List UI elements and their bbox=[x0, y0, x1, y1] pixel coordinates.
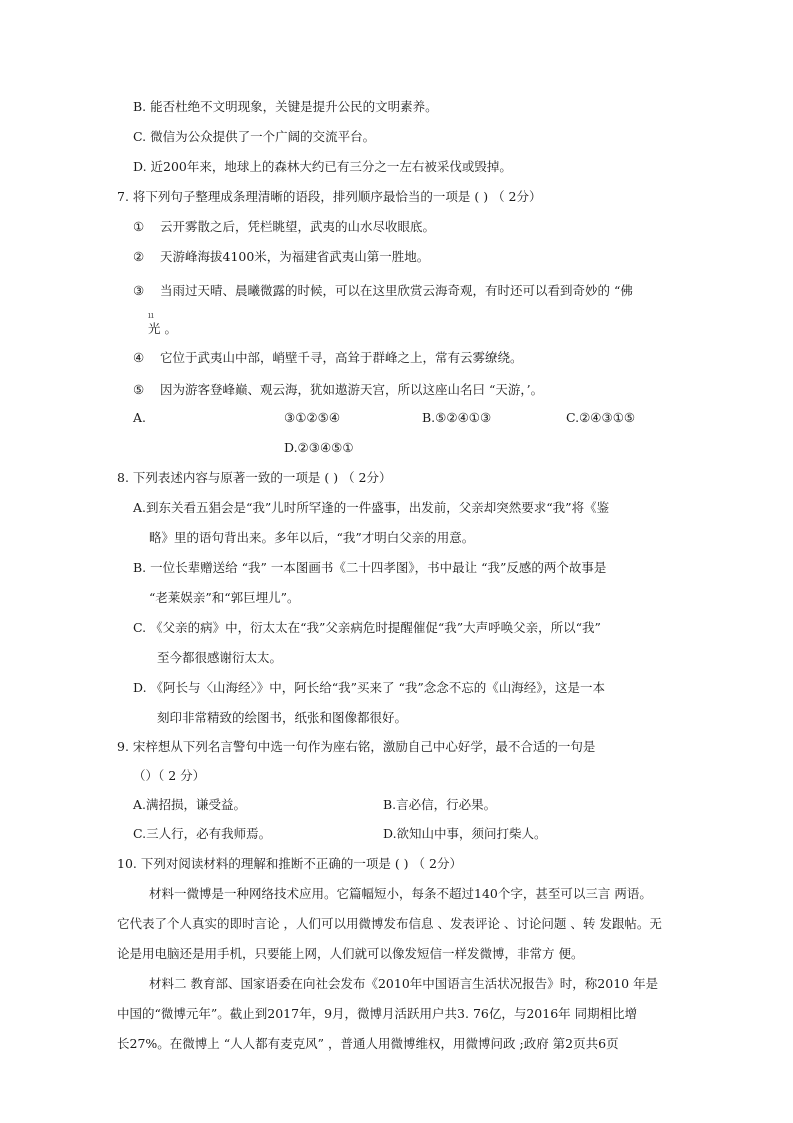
q7-option-a-label: A. bbox=[133, 410, 147, 425]
q7-option-a: ③①②⑤④ bbox=[284, 410, 341, 425]
q10-stem: 10. 下列对阅读材料的理解和推断不正确的一项是 ( ) （ 2分） bbox=[117, 856, 462, 871]
q10-material-1-line-2: 它代表了个人真实的即时言论 ，人们可以用微博发布信息 、发表评论 、讨论问题 、转 发跟帖。无 bbox=[117, 916, 662, 931]
q7-option-b: B.⑤②④①③ bbox=[422, 410, 492, 425]
q6-option-b: B. 能否杜绝不文明现象，关键是提升公民的文明素养。 bbox=[133, 99, 438, 114]
q9-score: （）（ 2 分） bbox=[133, 768, 206, 783]
q9-option-c: C.三人行，必有我师焉。 bbox=[133, 826, 272, 841]
q7-sentence-4-number: ④ bbox=[133, 350, 145, 365]
q9-stem: 9. 宋梓想从下列名言警句中选一句作为座右铭，激励自己中心好学，最不合适的一句是 bbox=[117, 739, 596, 754]
q7-option-c: C.②④③①⑤ bbox=[566, 410, 636, 425]
q8-option-a-line-1: A.到东关看五猖会是“我”儿时所罕逢的一件盛事，出发前，父亲却突然要求“我”将《鉴 bbox=[133, 500, 610, 515]
q7-sentence-5: 因为游客登峰巅、观云海，犹如遨游天宫，所以这座山名曰 “天游，’。 bbox=[160, 382, 544, 397]
q7-sentence-5-number: ⑤ bbox=[133, 382, 145, 397]
q9-option-a: A.满招损，谦受益。 bbox=[133, 797, 247, 812]
q10-material-1-line-1: 材料一微博是一种网络技术应用。它篇幅短小，每条不超过140个字，甚至可以三言 两语。 bbox=[149, 886, 652, 901]
q7-sentence-3: 当雨过天晴、晨曦微露的时候，可以在这里欣赏云海奇观，有时还可以看到奇妙的 “佛 bbox=[160, 283, 633, 298]
q8-option-c-line-2: 至今都很感谢衍太太。 bbox=[157, 650, 283, 665]
q8-option-c-line-1: C. 《父亲的病》中，衍太太在“我”父亲病危时提醒催促“我”大声呼唤父亲，所以“我” bbox=[133, 620, 601, 635]
q7-sentence-2-number: ② bbox=[133, 249, 145, 264]
q7-stem: 7. 将下列句子整理成条理清晰的语段，排列顺序最恰当的一项是 ( ) （ 2分） bbox=[117, 189, 542, 204]
q7-sentence-3-number: ③ bbox=[133, 283, 145, 298]
q8-option-d-line-1: D. 《阿长与〈山海经〉》中，阿长给“我”买来了 “我”念念不忘的《山海经》，这是一本 bbox=[133, 680, 606, 695]
q9-option-d: D.欲知山中事，须问打柴人。 bbox=[383, 826, 547, 841]
q8-option-b-line-1: B. 一位长辈赠送给 “我” 一本图画书《二十四孝图》，书中最让 “我”反感的两个故事是 bbox=[133, 560, 607, 575]
q7-sentence-4: 它位于武夷山中部，峭壁千寻，高耸于群峰之上，常有云雾缭绕。 bbox=[160, 350, 523, 365]
q6-option-c: C. 微信为公众提供了一个广阔的交流平台。 bbox=[133, 129, 376, 144]
q10-material-2-line-1: 材料二 教育部、国家语委在向社会发布《2010年中国语言生活状况报告》时，称2010 年是 bbox=[149, 976, 659, 991]
q7-option-d: D.②③④⑤① bbox=[284, 440, 354, 455]
q6-option-d: D. 近200年来，地球上的森林大约已有三分之一左右被采伐或毁掉。 bbox=[133, 159, 512, 174]
q8-stem: 8. 下列表述内容与原著一致的一项是 ( ) （ 2分） bbox=[117, 470, 392, 485]
q7-sentence-3-smudge: ıı bbox=[148, 311, 154, 321]
q10-material-2-line-2: 中国的“微博元年”。截止到2017年，9月，微博月活跃用户共3. 76亿，与2016年 同期相比增 bbox=[117, 1006, 638, 1021]
q7-sentence-2: 天游峰海拔4100米，为福建省武夷山第一胜地。 bbox=[160, 249, 430, 264]
q8-option-b-line-2: “老莱娱亲”和“郭巨埋儿”。 bbox=[149, 590, 300, 605]
q7-sentence-1: 云开雾散之后，凭栏眺望，武夷的山水尽收眼底。 bbox=[160, 219, 436, 234]
q7-sentence-3-continuation: 光 。 bbox=[148, 321, 177, 336]
q9-option-b: B.言必信，行必果。 bbox=[383, 797, 497, 812]
q8-option-a-line-2: 略》里的语句背出来。多年以后，“我”才明白父亲的用意。 bbox=[149, 530, 475, 545]
q8-option-d-line-2: 刻印非常精致的绘图书，纸张和图像都很好。 bbox=[157, 710, 408, 725]
q7-sentence-1-number: ① bbox=[133, 219, 145, 234]
q10-material-2-line-3: 长27%。在微博上 “人人都有麦克风” ，普通人用微博维权，用微博问政 ;政府 第2页共6页 bbox=[117, 1036, 619, 1051]
q10-material-1-line-3: 论是用电脑还是用手机，只要能上网，人们就可以像发短信一样发微博，非常方 便。 bbox=[117, 946, 584, 961]
